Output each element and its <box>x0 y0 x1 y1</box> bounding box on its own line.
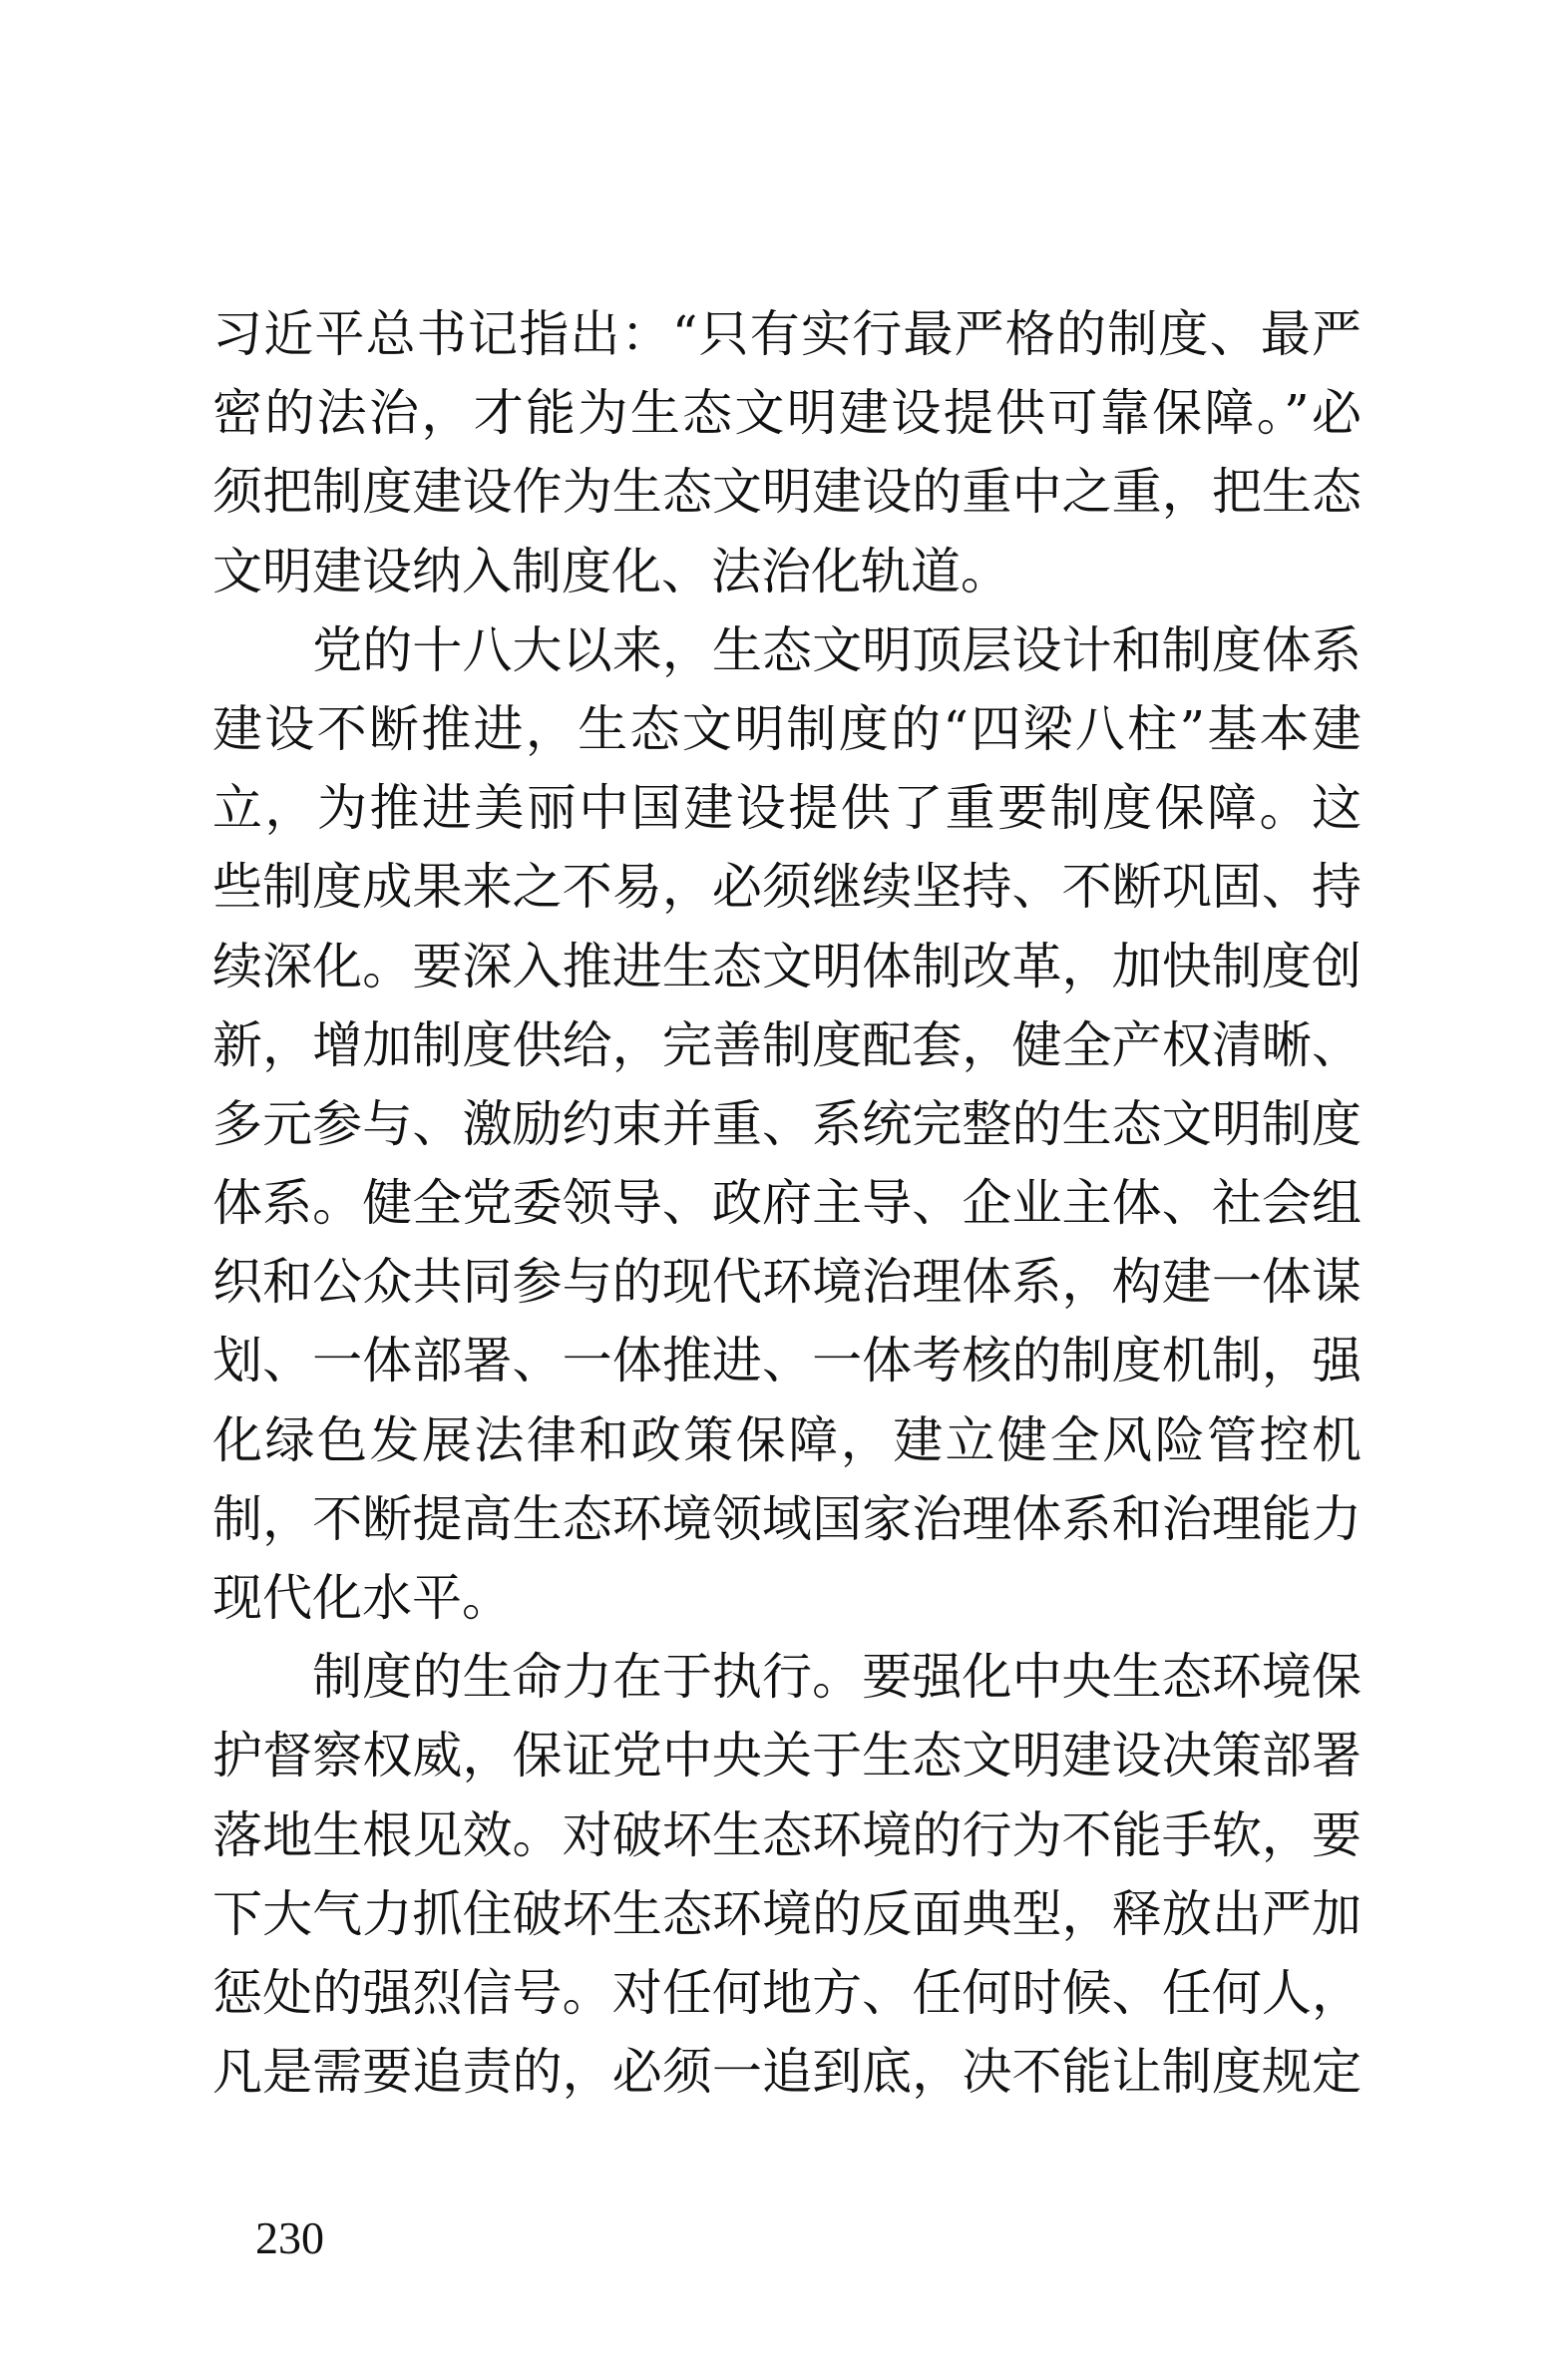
text-line: 党的十八大以来，生态文明顶层设计和制度体系 <box>212 620 1362 679</box>
text-line: 划、一体部署、一体推进、一体考核的制度机制，强 <box>212 1332 1362 1390</box>
body-text <box>212 295 1362 2112</box>
text-line: 须把制度建设作为生态文明建设的重中之重，把生态 <box>212 463 1362 522</box>
text-line: 密的法治，才能为生态文明建设提供可靠保障。”必 <box>212 384 1362 443</box>
text-line: 新，增加制度供给，完善制度配套，健全产权清晰、 <box>212 1015 1362 1074</box>
text-line: 护督察权威，保证党中央关于生态文明建设决策部署 <box>212 1727 1362 1785</box>
text-line: 下大气力抓住破坏生态环境的反面典型，释放出严加 <box>212 1884 1362 1943</box>
text-line: 织和公众共同参与的现代环境治理体系，构建一体谋 <box>212 1253 1362 1312</box>
page-number: 230 <box>255 2212 324 2263</box>
text-line: 续深化。要深入推进生态文明体制改革，加快制度创 <box>212 937 1362 995</box>
text-line: 化绿色发展法律和政策保障，建立健全风险管控机 <box>212 1410 1362 1469</box>
text-line: 习近平总书记指出：“只有实行最严格的制度、最严 <box>212 305 1362 363</box>
text-line: 些制度成果来之不易，必须继续坚持、不断巩固、持 <box>212 858 1362 917</box>
text-line: 文明建设纳入制度化、法治化轨道。 <box>212 542 1010 600</box>
text-line: 立，为推进美丽中国建设提供了重要制度保障。这 <box>212 779 1362 838</box>
text-line: 建设不断推进，生态文明制度的“四梁八柱”基本建 <box>212 699 1362 758</box>
text-line: 制，不断提高生态环境领域国家治理体系和治理能力 <box>212 1489 1362 1548</box>
text-line: 体系。健全党委领导、政府主导、企业主体、社会组 <box>212 1174 1362 1233</box>
text-line: 惩处的强烈信号。对任何地方、任何时候、任何人， <box>212 1963 1362 2022</box>
text-line: 落地生根见效。对破坏生态环境的行为不能手软，要 <box>212 1805 1362 1864</box>
text-line: 多元参与、激励约束并重、系统完整的生态文明制度 <box>212 1094 1362 1153</box>
text-line: 现代化水平。 <box>212 1569 512 1627</box>
text-line: 凡是需要追责的，必须一追到底，决不能让制度规定 <box>212 2043 1362 2102</box>
text-line: 制度的生命力在于执行。要强化中央生态环境保 <box>212 1648 1362 1707</box>
